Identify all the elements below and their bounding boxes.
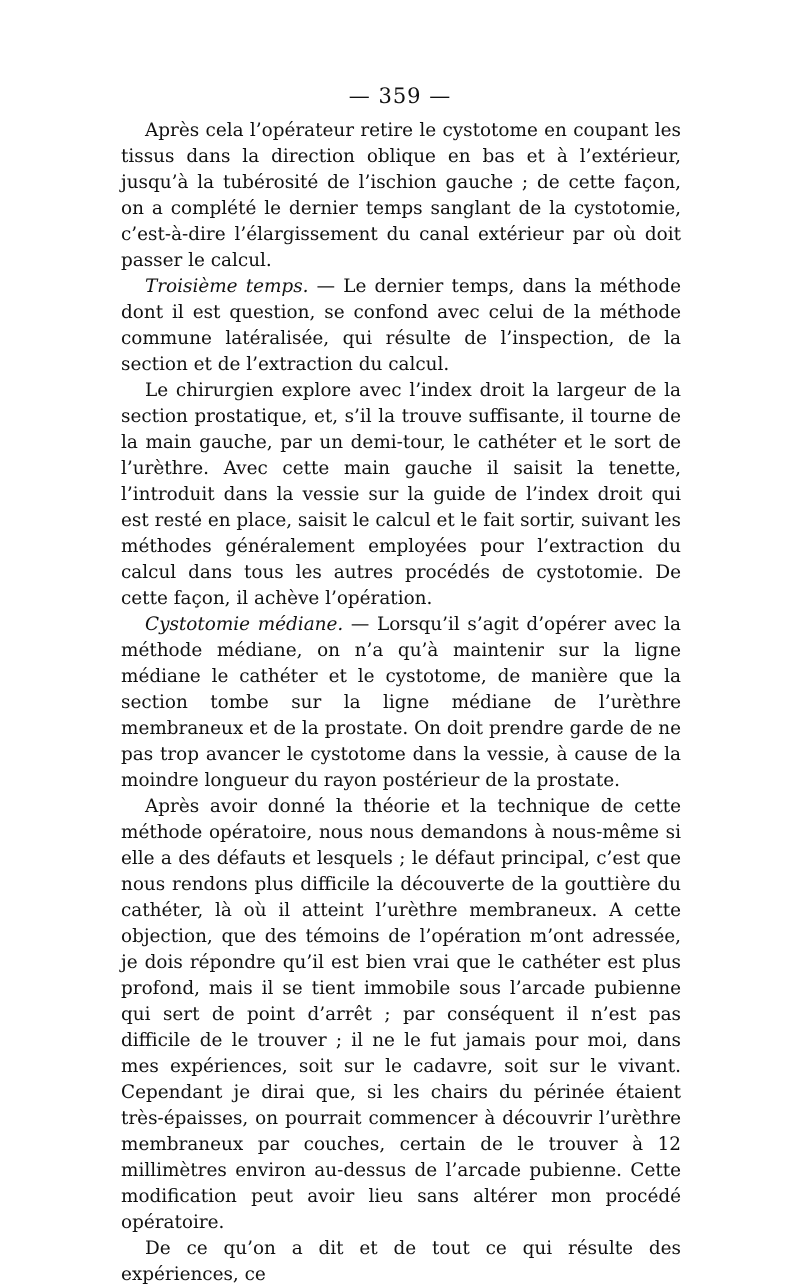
- paragraph-text: Après cela l’opérateur retire le cystotome en coupant les tissus dans la direction oblique en bas et à l’extérieur, jusqu’à la tubérosité de l’ischion gauche ; de cette façon, on a complété le dernier temps sanglant de la cystotomie, c’est-à-dire l’élargissement du canal extérieur par où doit passer le calcul.: [121, 120, 681, 271]
- paragraph-5: [121, 794, 681, 1236]
- paragraph-6: [121, 1236, 681, 1288]
- paragraph-text: — Le dernier temps, dans la méthode dont il est question, se confond avec celui de la méthode commune latéralisée, qui résulte de l’inspection, de la section et de l’extraction du calcul.: [121, 276, 681, 375]
- paragraph-text: Après avoir donné la théorie et la technique de cette méthode opératoire, nous nous demandons à nous-même si elle a des défauts et lesquels ; le défaut principal, c’est que nous rendons plus difficile la découverte de la gouttière du cathéter, là où il atteint l’urèthre membraneux. A cette objection, que des témoins de l’opération m’ont adressée, je dois répondre qu’il est bien vrai que le cathéter est plus profond, mais il se tient immobile sous l’arcade pubienne qui sert de point d’arrêt ; par conséquent il n’est pas difficile de le trouver ; il ne le fut jamais pour moi, dans mes expériences, soit sur le cadavre, soit sur le vivant. Cependant je dirai que, si les chairs du périnée étaient très-épaisses, on pourrait commencer à découvrir l’urèthre membraneux par couches, certain de le trouver à 12 millimètres environ au-dessus de l’arcade pubienne. Cette modification peut avoir lieu sans altérer mon procédé opératoire.: [121, 796, 681, 1233]
- paragraph-1: [121, 118, 681, 274]
- section-heading-troisieme-temps: Troisième temps.: [145, 276, 309, 297]
- page-number: — 359 —: [348, 84, 452, 108]
- paragraph-3: [121, 378, 681, 612]
- section-heading-cystotomie-mediane: Cystotomie médiane.: [145, 614, 344, 635]
- paragraph-text: Le chirurgien explore avec l’index droit la largeur de la section prostatique, et, s’il la trouve suffisante, il tourne de la main gauche, par un demi-tour, le cathéter et le sort de l’urèthre. Avec cette main gauche il saisit la tenette, l’introduit dans la vessie sur la guide de l’index droit qui est resté en place, saisit le calcul et le fait sortir, suivant les méthodes généralement employées pour l’extraction du calcul dans tous les autres procédés de cystotomie. De cette façon, il achève l’opération.: [121, 380, 681, 609]
- body-text: [121, 118, 681, 1288]
- paragraph-text: — Lorsqu’il s’agit d’opérer avec la méthode médiane, on n’a qu’à maintenir sur la ligne médiane le cathéter et le cystotome, de manière que la section tombe sur la ligne médiane de l’urèthre membraneux et de la prostate. On doit prendre garde de ne pas trop avancer le cystotome dans la vessie, à cause de la moindre longueur du rayon postérieur de la prostate.: [121, 614, 681, 791]
- paragraph-2: [121, 274, 681, 378]
- paragraph-4: [121, 612, 681, 794]
- paragraph-text: De ce qu’on a dit et de tout ce qui résulte des expériences, ce: [121, 1238, 681, 1285]
